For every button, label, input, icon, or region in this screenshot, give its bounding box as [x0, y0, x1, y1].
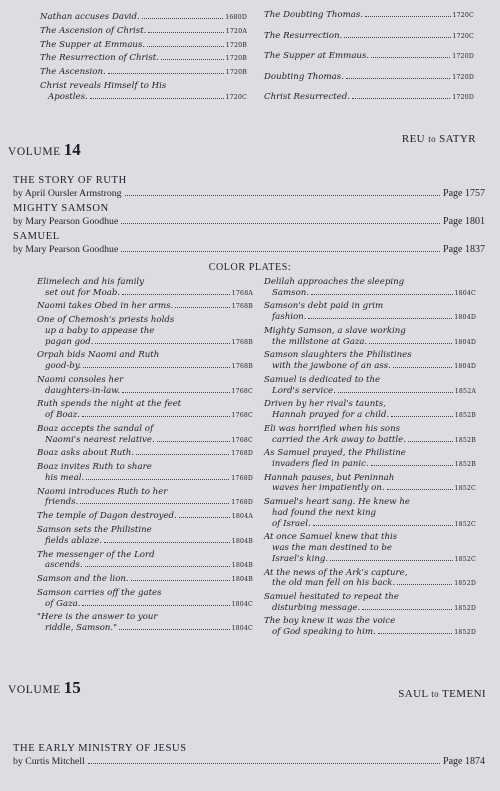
entry-line: [264, 51, 474, 63]
leader-dots: [330, 560, 452, 561]
entry-line: [264, 603, 476, 615]
entry-line: [40, 12, 247, 24]
plate-code: 1804A: [231, 513, 253, 521]
leader-dots: [157, 441, 230, 442]
leader-dots: [121, 223, 440, 224]
leader-dots: [362, 609, 452, 610]
entry-text: waves her impatiently on.: [272, 483, 385, 494]
entry-line: [40, 26, 247, 38]
plate-code: 1852C: [454, 520, 476, 528]
entry-line: [37, 511, 253, 523]
entry-line: [264, 337, 476, 349]
index-entry: [37, 487, 253, 509]
plate-code: 1768C: [231, 387, 253, 395]
leader-dots: [352, 98, 450, 99]
index-entry: [40, 40, 247, 52]
entry-text: up a baby to appease the: [45, 325, 155, 336]
volume-14-heading: [8, 140, 81, 160]
index-entry: [37, 301, 253, 313]
entry-line: [37, 337, 253, 349]
entry-line: [264, 627, 476, 639]
entry-text: Ruth spends the night at the feet: [37, 399, 182, 410]
entry-line: [37, 301, 253, 313]
plate-code: 1720D: [452, 53, 474, 61]
entry-line: [264, 72, 474, 84]
story-author: by Curtis Mitchell: [13, 756, 85, 767]
story-page: Page 1801: [443, 216, 485, 227]
index-entry: [264, 375, 476, 397]
entry-text: The boy knew it was the voice: [264, 616, 396, 627]
leader-dots: [148, 32, 223, 33]
entry-text: Boaz asks about Ruth.: [37, 448, 134, 459]
story-ruth: [13, 175, 485, 200]
plate-code: 1768B: [231, 303, 253, 311]
plate-code: 1720C: [452, 32, 474, 40]
entry-line: [40, 92, 247, 104]
entry-line: [264, 435, 476, 447]
entry-line: [264, 519, 476, 531]
index-entry: [264, 326, 476, 348]
entry-text: The Supper at Emmaus.: [40, 39, 146, 50]
plate-code: 1852D: [454, 580, 476, 588]
leader-dots: [108, 73, 224, 74]
leader-dots: [95, 343, 229, 344]
leader-dots: [365, 16, 451, 17]
leader-dots: [391, 416, 453, 417]
entry-text: The Supper at Emmaus.: [264, 51, 370, 62]
index-entry: [37, 511, 253, 523]
plate-code: 1768D: [231, 474, 253, 482]
plate-code: 1852B: [454, 436, 476, 444]
top-left-column: [40, 12, 247, 103]
plate-code: 1804D: [454, 338, 476, 346]
leader-dots: [136, 454, 229, 455]
range-start: REU: [401, 133, 426, 145]
index-entry: [37, 448, 253, 460]
index-entry: [264, 399, 476, 421]
leader-dots: [121, 251, 440, 252]
plate-code: 1768D: [231, 499, 253, 507]
index-entry: [264, 473, 476, 495]
entry-text: invaders fled in panic.: [272, 458, 369, 469]
entry-text: of Israel.: [272, 518, 311, 529]
entry-text: Lord's service.: [272, 385, 336, 396]
plate-code: 1852D: [454, 629, 476, 637]
plate-code: 1852A: [454, 387, 476, 395]
plates-right-column: [264, 277, 476, 639]
leader-dots: [346, 78, 450, 79]
leader-dots: [85, 566, 230, 567]
index-entry: [37, 462, 253, 484]
story-title: THE STORY OF RUTH: [13, 175, 127, 186]
plate-code: 1768C: [231, 412, 253, 420]
entry-text: carried the Ark away to battle.: [272, 434, 406, 445]
story-byline: [13, 215, 485, 228]
story-byline: [13, 243, 485, 256]
leader-dots: [311, 294, 453, 295]
entry-text: Israel's king.: [272, 553, 329, 564]
leader-dots: [142, 18, 223, 19]
plate-code: 1768D: [231, 450, 253, 458]
entry-line: [264, 361, 476, 373]
entry-line: [37, 497, 253, 509]
entry-text: Samson sets the Philistine: [37, 525, 152, 536]
plate-code: 1680D: [225, 14, 247, 21]
entry-text: Mighty Samson, a slave working: [264, 325, 406, 336]
range-end: SATYR: [439, 133, 476, 145]
entry-line: [40, 67, 247, 79]
leader-dots: [344, 37, 450, 38]
entry-text: Samson slaughters the Philistines: [264, 350, 412, 361]
leader-dots: [82, 416, 230, 417]
range-end: TEMENI: [442, 688, 486, 700]
index-entry: [37, 315, 253, 348]
story-early-ministry: [13, 743, 485, 768]
plate-code: 1720B: [225, 55, 247, 63]
index-entry: [37, 525, 253, 547]
plates-left-column: [37, 277, 253, 635]
volume-number: 15: [63, 678, 81, 697]
entry-text: Driven by her rival's taunts,: [264, 399, 386, 410]
entry-text: friends.: [45, 497, 79, 508]
entry-text: set out for Moab.: [45, 287, 121, 298]
entry-text: the millstone at Gaza.: [272, 336, 368, 347]
leader-dots: [371, 465, 453, 466]
entry-line: [37, 574, 253, 586]
entry-text: Samuel is dedicated to the: [264, 374, 381, 385]
plate-code: 1720B: [225, 69, 247, 77]
plate-code: 1804C: [454, 289, 476, 297]
entry-text: fashion.: [272, 312, 307, 323]
entry-line: [40, 40, 247, 52]
entry-text: Boaz accepts the sandal of: [37, 423, 154, 434]
entry-line: [264, 578, 476, 590]
entry-text: The Ascension of Christ.: [40, 25, 147, 36]
story-title: THE EARLY MINISTRY OF JESUS: [13, 743, 187, 754]
leader-dots: [369, 343, 452, 344]
entry-line: [264, 459, 476, 471]
entry-text: Elimelech and his family: [37, 277, 145, 287]
entry-line: [37, 361, 253, 373]
plate-code: 1768C: [231, 436, 253, 444]
entry-text: The Ascension.: [40, 67, 106, 78]
volume-14-range: [402, 133, 476, 145]
entry-text: At once Samuel knew that this: [264, 532, 398, 543]
leader-dots: [122, 392, 229, 393]
entry-text: The Resurrection of Christ.: [40, 53, 159, 64]
index-entry: [264, 10, 474, 22]
index-entry: [264, 592, 476, 614]
entry-text: At the news of the Ark's capture,: [264, 567, 408, 578]
leader-dots: [88, 763, 440, 764]
leader-dots: [397, 584, 452, 585]
plate-code: 1768B: [231, 338, 253, 346]
entry-line: [37, 435, 253, 447]
leader-dots: [131, 580, 230, 581]
color-plates-heading: COLOR PLATES:: [208, 262, 292, 273]
top-right-column: [264, 10, 474, 104]
plate-code: 1852B: [454, 412, 476, 420]
plate-code: 1720C: [452, 12, 474, 19]
entry-text: disturbing message.: [272, 602, 361, 613]
index-entry: [37, 375, 253, 397]
entry-text: Doubting Thomas.: [264, 71, 344, 82]
entry-text: The messenger of the Lord: [37, 549, 155, 560]
entry-text: ascends.: [45, 560, 83, 571]
entry-text: good-by.: [45, 361, 82, 372]
leader-dots: [125, 195, 440, 196]
entry-text: The temple of Dagon destroyed.: [37, 511, 177, 522]
entry-text: The Doubting Thomas.: [264, 10, 364, 20]
plate-code: 1804C: [231, 625, 253, 633]
entry-line: [37, 410, 253, 422]
leader-dots: [161, 59, 224, 60]
entry-text: One of Chemosh's priests holds: [37, 315, 175, 326]
plate-code: 1720A: [225, 27, 247, 35]
story-samuel: [13, 231, 485, 256]
leader-dots: [408, 441, 453, 442]
leader-dots: [86, 479, 229, 480]
entry-text: Naomi's nearest relative.: [45, 434, 155, 445]
entry-text: Christ reveals Himself to His: [40, 80, 167, 91]
entry-line: [264, 92, 474, 104]
entry-text: fields ablaze.: [45, 535, 103, 546]
entry-text: Samson.: [272, 287, 310, 298]
entry-text: Naomi takes Obed in her arms.: [37, 301, 174, 312]
entry-line: [37, 288, 253, 300]
entry-text: his meal.: [45, 472, 85, 483]
story-page: Page 1757: [443, 188, 485, 199]
story-title: MIGHTY SAMSON: [13, 203, 109, 214]
index-entry: [264, 532, 476, 565]
leader-dots: [378, 633, 453, 634]
entry-text: the old man fell on his back.: [272, 578, 396, 589]
entry-text: pagan god.: [45, 336, 94, 347]
story-page: Page 1837: [443, 244, 485, 255]
entry-line: [37, 386, 253, 398]
plate-code: 1804B: [231, 576, 253, 584]
index-entry: [40, 53, 247, 65]
plate-code: 1852C: [454, 555, 476, 563]
entry-line: [264, 483, 476, 495]
leader-dots: [90, 98, 224, 99]
entry-text: Samson's debt paid in grim: [264, 301, 384, 312]
entry-text: Samson and the lion.: [37, 574, 129, 585]
index-entry: [264, 350, 476, 372]
entry-line: [37, 623, 253, 635]
range-start: SAUL: [398, 688, 429, 700]
entry-text: of God speaking to him.: [272, 627, 376, 638]
plate-code: 1804B: [231, 537, 253, 545]
story-title: SAMUEL: [13, 231, 60, 242]
entry-line: [264, 312, 476, 324]
plate-code: 1720D: [452, 73, 474, 81]
entry-text: Nathan accuses David.: [40, 12, 140, 22]
index-entry: [37, 588, 253, 610]
index-entry: [37, 424, 253, 446]
entry-text: "Here is the answer to your: [37, 612, 158, 623]
index-entry: [37, 277, 253, 299]
index-entry: [264, 92, 474, 104]
story-author: by Mary Pearson Goodhue: [13, 216, 119, 227]
leader-dots: [82, 605, 229, 606]
index-entry: [37, 399, 253, 421]
leader-dots: [371, 57, 450, 58]
range-to: to: [431, 689, 440, 699]
index-entry: [264, 51, 474, 63]
entry-text: riddle, Samson.": [45, 623, 118, 634]
index-entry: [37, 574, 253, 586]
leader-dots: [313, 525, 453, 526]
index-entry: [40, 67, 247, 79]
leader-dots: [83, 367, 230, 368]
volume-word: VOLUME: [8, 146, 61, 158]
index-entry: [40, 26, 247, 38]
plate-code: 1768B: [231, 363, 253, 371]
leader-dots: [175, 307, 229, 308]
plate-code: 1720C: [225, 93, 247, 101]
story-samson: [13, 203, 485, 228]
plate-code: 1852D: [454, 604, 476, 612]
story-byline: [13, 755, 485, 768]
leader-dots: [80, 503, 229, 504]
entry-line: [264, 554, 476, 566]
range-to: to: [428, 134, 436, 144]
entry-text: Boaz invites Ruth to share: [37, 462, 152, 473]
volume-word: VOLUME: [8, 684, 61, 696]
entry-line: [40, 53, 247, 65]
entry-text: Orpah bids Naomi and Ruth: [37, 350, 160, 361]
index-entry: [37, 612, 253, 634]
entry-text: Naomi consoles her: [37, 374, 124, 385]
entry-line: [37, 560, 253, 572]
entry-text: Samson carries off the gates: [37, 588, 162, 598]
plate-code: 1852B: [454, 460, 476, 468]
entry-line: [37, 599, 253, 611]
index-entry: [40, 81, 247, 103]
index-entry: [40, 12, 247, 24]
entry-text: Samuel's heart sang. He knew he: [264, 497, 410, 508]
plate-code: 1804D: [454, 314, 476, 322]
entry-line: [37, 473, 253, 485]
index-entry: [264, 277, 476, 299]
entry-line: [264, 410, 476, 422]
entry-text: Naomi introduces Ruth to her: [37, 486, 168, 497]
entry-text: The Resurrection.: [264, 30, 343, 41]
plate-code: 1804B: [231, 562, 253, 570]
entry-text: of Gaza.: [45, 598, 81, 609]
entry-text: Hannah pauses, but Peninnah: [264, 472, 395, 483]
entry-line: [264, 10, 474, 22]
leader-dots: [308, 318, 452, 319]
entry-text: of Boaz.: [45, 410, 80, 421]
leader-dots: [119, 629, 229, 630]
entry-text: Hannah prayed for a child.: [272, 410, 390, 421]
index-entry: [264, 497, 476, 530]
plate-code: 1804D: [454, 363, 476, 371]
entry-text: Samuel hesitated to repeat the: [264, 592, 399, 602]
plate-code: 1768A: [231, 289, 253, 297]
leader-dots: [179, 517, 230, 518]
leader-dots: [387, 489, 453, 490]
entry-text: Eli was horrified when his sons: [264, 423, 401, 434]
volume-number: 14: [63, 140, 81, 159]
leader-dots: [147, 46, 224, 47]
index-entry: [264, 301, 476, 323]
entry-line: [37, 448, 253, 460]
leader-dots: [122, 294, 230, 295]
plate-code: 1720B: [225, 41, 247, 49]
entry-text: was the man destined to be: [272, 543, 392, 554]
index-entry: [37, 350, 253, 372]
volume-15-range: [398, 688, 486, 700]
entry-text: Apostles.: [48, 91, 88, 102]
entry-text: Christ Resurrected.: [264, 92, 350, 103]
plate-code: 1804C: [231, 600, 253, 608]
volume-15-heading: [8, 678, 81, 698]
leader-dots: [104, 542, 230, 543]
entry-line: [264, 386, 476, 398]
entry-text: As Samuel prayed, the Philistine: [264, 448, 406, 459]
index-entry: [264, 72, 474, 84]
index-entry: [264, 424, 476, 446]
index-entry: [264, 31, 474, 43]
index-entry: [264, 568, 476, 590]
entry-text: had found the next king: [272, 507, 376, 518]
leader-dots: [393, 367, 452, 368]
entry-text: Delilah approaches the sleeping: [264, 277, 405, 287]
story-author: by Mary Pearson Goodhue: [13, 244, 119, 255]
plate-code: 1852C: [454, 485, 476, 493]
index-entry: [37, 550, 253, 572]
story-byline: [13, 187, 485, 200]
entry-line: [264, 288, 476, 300]
entry-text: daughters-in-law.: [45, 385, 121, 396]
entry-line: [264, 31, 474, 43]
story-author: by April Oursler Armstrong: [13, 188, 122, 199]
plate-code: 1720D: [452, 94, 474, 102]
entry-text: with the jawbone of an ass.: [272, 361, 391, 372]
index-entry: [264, 616, 476, 638]
index-entry: [264, 448, 476, 470]
leader-dots: [338, 392, 453, 393]
story-page: Page 1874: [443, 756, 485, 767]
entry-line: [37, 536, 253, 548]
